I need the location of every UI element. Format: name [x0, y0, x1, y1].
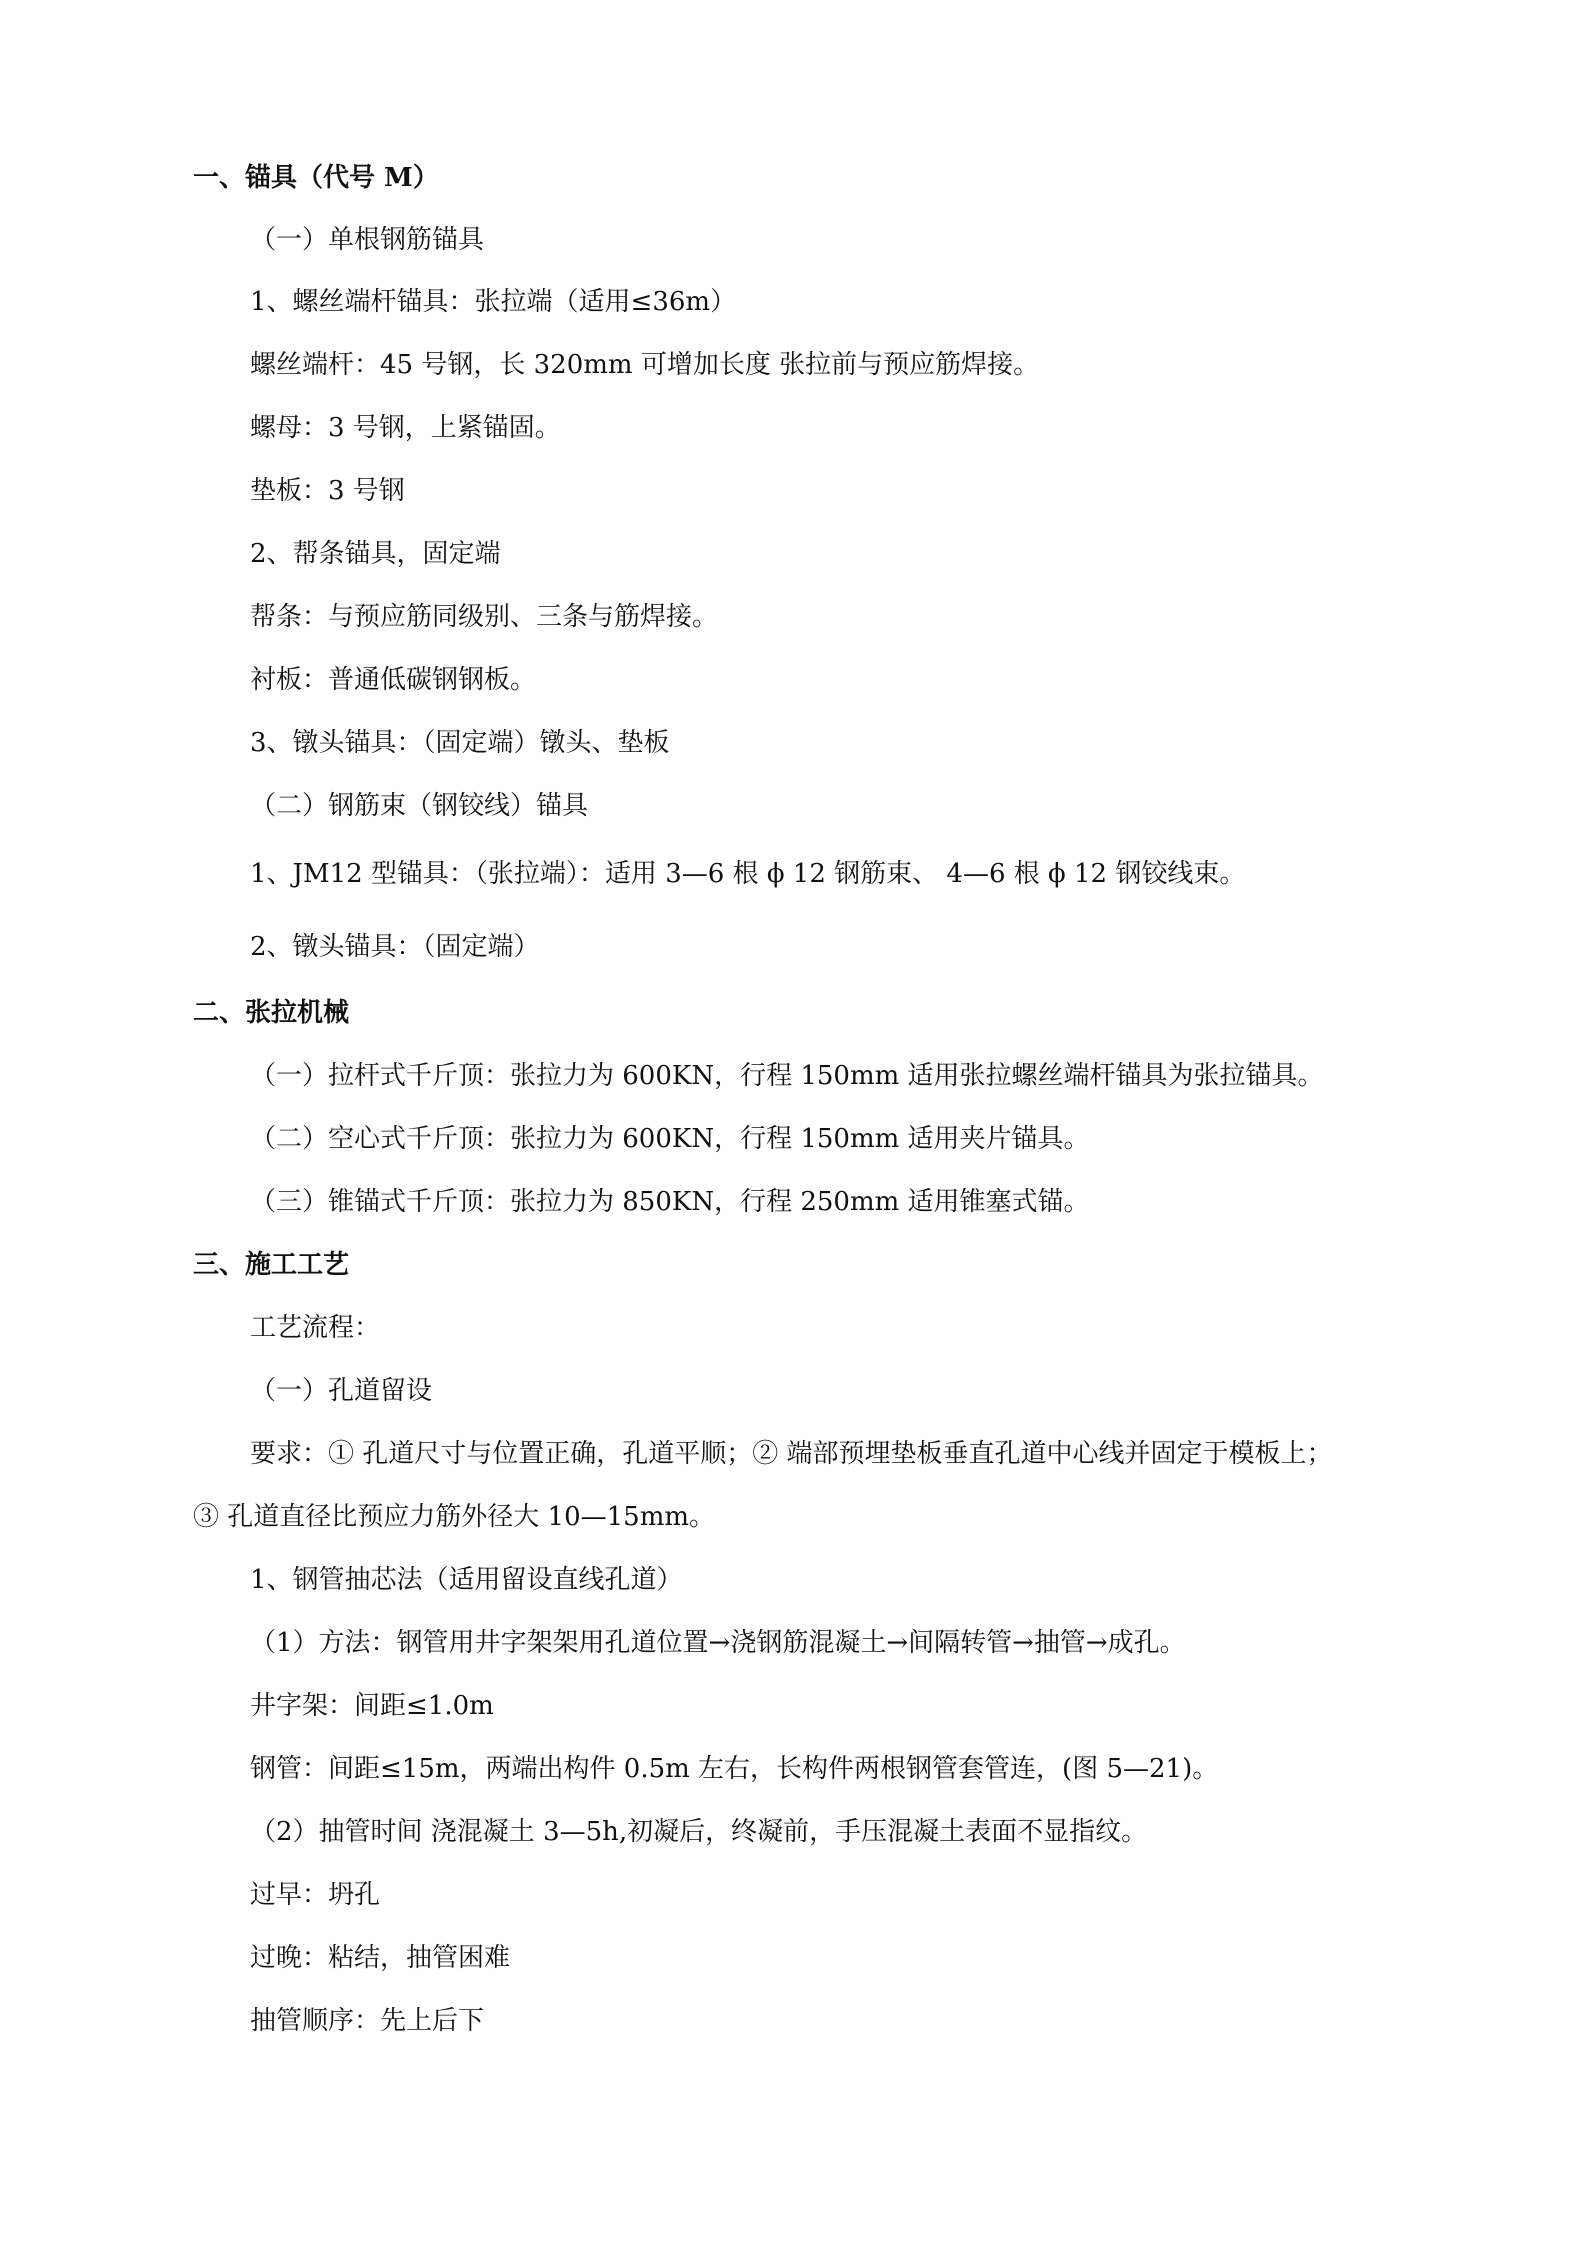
- item-hollow-jack: （二）空心式千斤顶：张拉力为 600KN，行程 150mm 适用夹片锚具。: [250, 1124, 1090, 1154]
- text-screw-end-rod: 螺丝端杆：45 号钢，长 320mm 可增加长度 张拉前与预应筋焊接。: [250, 350, 1040, 380]
- section-heading-tensioning: 二、张拉机械: [193, 998, 350, 1028]
- text-requirements-cont: ③ 孔道直径比预应力筋外径大 10—15mm。: [193, 1502, 716, 1532]
- subsection-single-bar-anchors: （一）单根钢筋锚具: [250, 225, 485, 255]
- item-jm12-anchor: 1、JM12 型锚具：（张拉端）：适用 3—6 根 ϕ 12 钢筋束、 4—6 根 ϕ 12 钢铰线束。: [250, 859, 1246, 889]
- text-pulling-order: 抽管顺序：先上后下: [250, 2006, 485, 2036]
- item-steel-tube-method: 1、钢管抽芯法（适用留设直线孔道）: [250, 1565, 683, 1595]
- text-too-early: 过早：坍孔: [250, 1880, 381, 1910]
- text-frame-spacing: 井字架：间距≤1.0m: [250, 1691, 494, 1721]
- item-upset-head-anchor: 3、镦头锚具：（固定端）镦头、垫板: [250, 728, 670, 758]
- text-pad-plate: 垫板：3 号钢: [250, 476, 405, 506]
- text-nut: 螺母：3 号钢，上紧锚固。: [250, 413, 561, 443]
- text-method: （1）方法：钢管用井字架架用孔道位置→浇钢筋混凝土→间隔转管→抽管→成孔。: [250, 1628, 1186, 1658]
- section-heading-anchors: 一、锚具（代号 M）: [193, 163, 439, 193]
- text-pulling-time: （2）抽管时间 浇混凝土 3—5h,初凝后，终凝前，手压混凝土表面不显指纹。: [250, 1817, 1148, 1847]
- text-process-flow: 工艺流程：: [250, 1313, 381, 1343]
- item-upset-head-anchor-2: 2、镦头锚具：（固定端）: [250, 932, 540, 962]
- text-requirements: 要求：① 孔道尺寸与位置正确，孔道平顺；② 端部预埋垫板垂直孔道中心线并固定于模板上；: [250, 1439, 1333, 1469]
- subsection-bundle-anchors: （二）钢筋束（钢铰线）锚具: [250, 791, 589, 821]
- item-pull-rod-jack: （一）拉杆式千斤顶：张拉力为 600KN，行程 150mm 适用张拉螺丝端杆锚具为张拉锚具。: [250, 1061, 1324, 1091]
- section-heading-process: 三、施工工艺: [193, 1250, 350, 1280]
- text-steel-tube: 钢管：间距≤15m，两端出构件 0.5m 左右，长构件两根钢管套管连，(图 5—21)。: [250, 1754, 1219, 1784]
- item-cone-anchor-jack: （三）锥锚式千斤顶：张拉力为 850KN，行程 250mm 适用锥塞式锚。: [250, 1187, 1090, 1217]
- item-strip-anchor: 2、帮条锚具，固定端: [250, 539, 501, 569]
- subsection-duct-forming: （一）孔道留设: [250, 1376, 433, 1406]
- text-strip: 帮条：与预应筋同级别、三条与筋焊接。: [250, 602, 719, 632]
- item-screw-end-anchor: 1、螺丝端杆锚具：张拉端（适用≤36m）: [250, 287, 737, 317]
- text-liner-plate: 衬板：普通低碳钢钢板。: [250, 665, 537, 695]
- text-too-late: 过晚：粘结，抽管困难: [250, 1943, 511, 1973]
